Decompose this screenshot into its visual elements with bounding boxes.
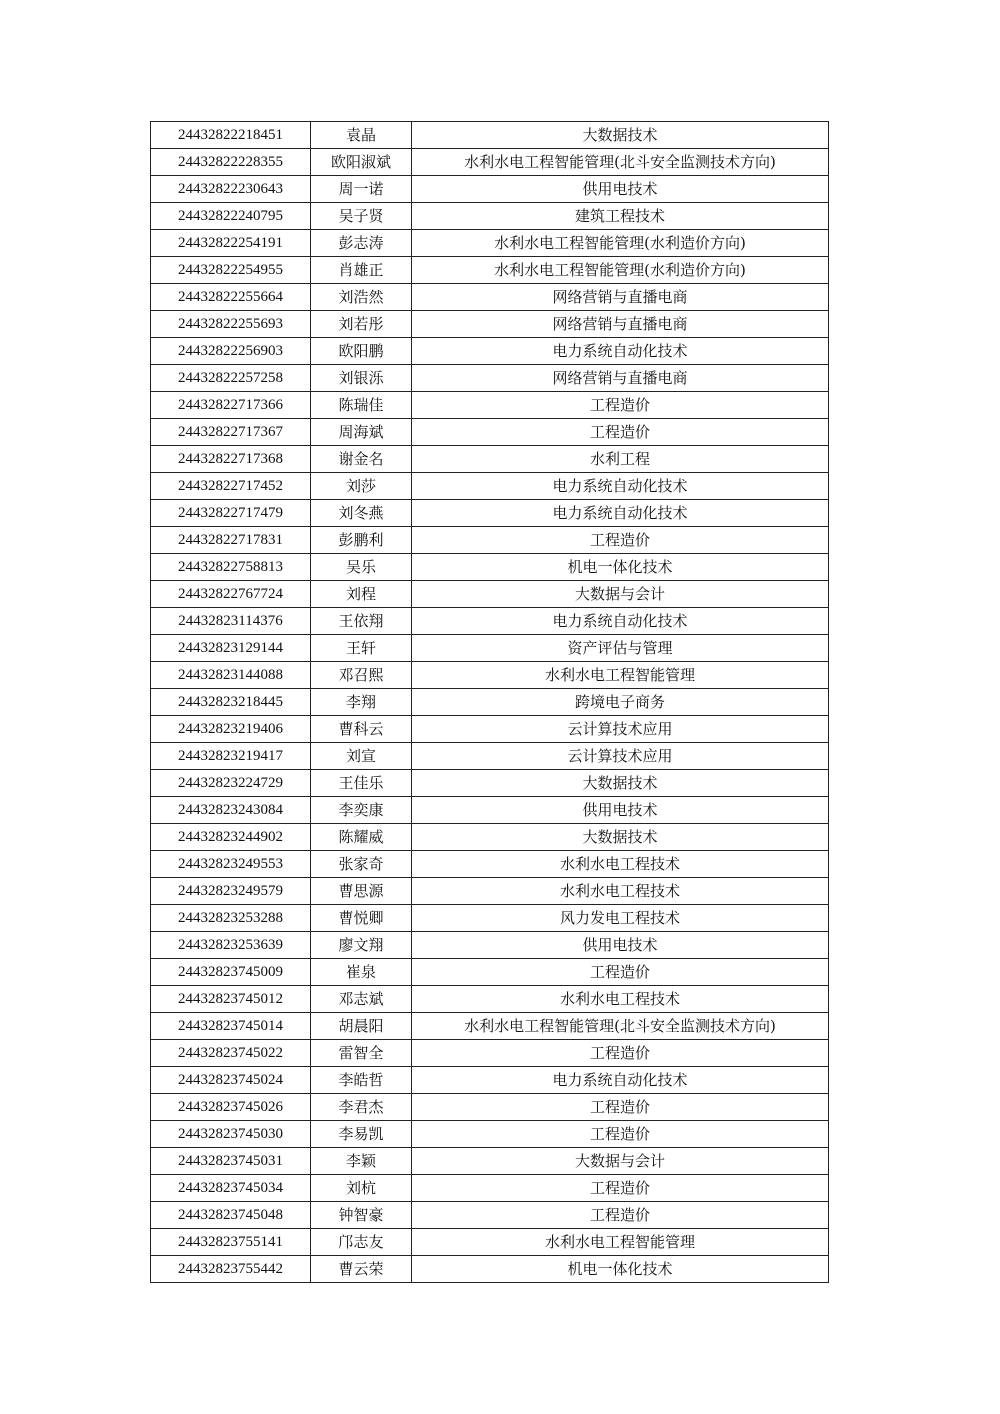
- table-row: [151, 1229, 829, 1256]
- student-name-cell: 王轩: [311, 635, 412, 662]
- student-id-cell: 24432823218445: [151, 689, 311, 716]
- roster-sheet: [150, 121, 828, 1283]
- table-row: [151, 770, 829, 797]
- student-id-cell: 24432823745014: [151, 1013, 311, 1040]
- student-name-cell: 李翔: [311, 689, 412, 716]
- major-cell: 水利工程: [412, 446, 829, 473]
- student-id-cell: 24432823745024: [151, 1067, 311, 1094]
- major-cell: 水利水电工程智能管理(北斗安全监测技术方向): [412, 149, 829, 176]
- student-name-cell: 张家奇: [311, 851, 412, 878]
- major-cell: 水利水电工程智能管理(水利造价方向): [412, 230, 829, 257]
- student-id-cell: 24432823129144: [151, 635, 311, 662]
- major-cell: 电力系统自动化技术: [412, 473, 829, 500]
- student-name-cell: 邝志友: [311, 1229, 412, 1256]
- table-row: [151, 122, 829, 149]
- student-id-cell: 24432823755141: [151, 1229, 311, 1256]
- student-name-cell: 陈瑞佳: [311, 392, 412, 419]
- student-name-cell: 胡晨阳: [311, 1013, 412, 1040]
- table-row: [151, 1013, 829, 1040]
- major-cell: 工程造价: [412, 527, 829, 554]
- table-row: [151, 608, 829, 635]
- student-id-cell: 24432823745034: [151, 1175, 311, 1202]
- student-id-cell: 24432822228355: [151, 149, 311, 176]
- major-cell: 机电一体化技术: [412, 1256, 829, 1283]
- table-row: [151, 635, 829, 662]
- table-row: [151, 1148, 829, 1175]
- student-name-cell: 刘银泺: [311, 365, 412, 392]
- major-cell: 网络营销与直播电商: [412, 311, 829, 338]
- student-name-cell: 吴乐: [311, 554, 412, 581]
- student-id-cell: 24432822255664: [151, 284, 311, 311]
- student-id-cell: 24432822717368: [151, 446, 311, 473]
- table-row: [151, 581, 829, 608]
- major-cell: 风力发电工程技术: [412, 905, 829, 932]
- major-cell: 供用电技术: [412, 176, 829, 203]
- student-id-cell: 24432823244902: [151, 824, 311, 851]
- student-id-cell: 24432822254955: [151, 257, 311, 284]
- student-name-cell: 肖雄正: [311, 257, 412, 284]
- student-id-cell: 24432823745031: [151, 1148, 311, 1175]
- student-name-cell: 曹思源: [311, 878, 412, 905]
- student-id-cell: 24432823224729: [151, 770, 311, 797]
- student-id-cell: 24432822717831: [151, 527, 311, 554]
- student-id-cell: 24432823745048: [151, 1202, 311, 1229]
- major-cell: 水利水电工程技术: [412, 986, 829, 1013]
- student-name-cell: 廖文翔: [311, 932, 412, 959]
- student-name-cell: 袁晶: [311, 122, 412, 149]
- student-id-cell: 24432823219406: [151, 716, 311, 743]
- student-name-cell: 曹云荣: [311, 1256, 412, 1283]
- major-cell: 大数据与会计: [412, 1148, 829, 1175]
- major-cell: 机电一体化技术: [412, 554, 829, 581]
- student-name-cell: 李皓哲: [311, 1067, 412, 1094]
- student-id-cell: 24432823253639: [151, 932, 311, 959]
- major-cell: 电力系统自动化技术: [412, 338, 829, 365]
- table-row: [151, 797, 829, 824]
- table-row: [151, 1202, 829, 1229]
- major-cell: 大数据技术: [412, 122, 829, 149]
- major-cell: 供用电技术: [412, 932, 829, 959]
- table-row: [151, 824, 829, 851]
- table-row: [151, 662, 829, 689]
- major-cell: 工程造价: [412, 1121, 829, 1148]
- major-cell: 工程造价: [412, 419, 829, 446]
- table-row: [151, 905, 829, 932]
- student-id-cell: 24432822758813: [151, 554, 311, 581]
- table-row: [151, 689, 829, 716]
- table-row: [151, 1256, 829, 1283]
- table-row: [151, 1067, 829, 1094]
- student-id-cell: 24432823745030: [151, 1121, 311, 1148]
- table-row: [151, 149, 829, 176]
- student-name-cell: 刘宣: [311, 743, 412, 770]
- student-id-cell: 24432823745012: [151, 986, 311, 1013]
- table-row: [151, 284, 829, 311]
- table-row: [151, 230, 829, 257]
- table-row: [151, 878, 829, 905]
- student-name-cell: 曹科云: [311, 716, 412, 743]
- student-id-cell: 24432822254191: [151, 230, 311, 257]
- table-row: [151, 959, 829, 986]
- student-id-cell: 24432823114376: [151, 608, 311, 635]
- table-row: [151, 1094, 829, 1121]
- table-row: [151, 176, 829, 203]
- major-cell: 网络营销与直播电商: [412, 284, 829, 311]
- table-row: [151, 986, 829, 1013]
- student-name-cell: 彭鹏利: [311, 527, 412, 554]
- student-id-cell: 24432823745026: [151, 1094, 311, 1121]
- major-cell: 工程造价: [412, 959, 829, 986]
- student-id-cell: 24432822257258: [151, 365, 311, 392]
- student-id-cell: 24432822717479: [151, 500, 311, 527]
- student-id-cell: 24432823249579: [151, 878, 311, 905]
- student-name-cell: 李颖: [311, 1148, 412, 1175]
- table-row: [151, 1040, 829, 1067]
- roster-body: [151, 122, 829, 1283]
- major-cell: 水利水电工程技术: [412, 878, 829, 905]
- student-name-cell: 刘若彤: [311, 311, 412, 338]
- table-row: [151, 1121, 829, 1148]
- table-row: [151, 527, 829, 554]
- student-name-cell: 刘杭: [311, 1175, 412, 1202]
- student-id-cell: 24432822767724: [151, 581, 311, 608]
- major-cell: 资产评估与管理: [412, 635, 829, 662]
- table-row: [151, 554, 829, 581]
- table-row: [151, 419, 829, 446]
- student-id-cell: 24432823745009: [151, 959, 311, 986]
- student-name-cell: 曹悦卿: [311, 905, 412, 932]
- student-name-cell: 崔泉: [311, 959, 412, 986]
- table-row: [151, 851, 829, 878]
- table-row: [151, 392, 829, 419]
- student-name-cell: 王依翔: [311, 608, 412, 635]
- major-cell: 工程造价: [412, 1094, 829, 1121]
- student-id-cell: 24432822717452: [151, 473, 311, 500]
- table-row: [151, 932, 829, 959]
- table-row: [151, 500, 829, 527]
- student-id-cell: 24432823249553: [151, 851, 311, 878]
- table-row: [151, 473, 829, 500]
- table-row: [151, 311, 829, 338]
- major-cell: 建筑工程技术: [412, 203, 829, 230]
- student-id-cell: 24432822240795: [151, 203, 311, 230]
- student-name-cell: 邓志斌: [311, 986, 412, 1013]
- major-cell: 云计算技术应用: [412, 716, 829, 743]
- table-row: [151, 716, 829, 743]
- student-name-cell: 李君杰: [311, 1094, 412, 1121]
- student-name-cell: 王佳乐: [311, 770, 412, 797]
- student-id-cell: 24432822717367: [151, 419, 311, 446]
- student-id-cell: 24432822255693: [151, 311, 311, 338]
- major-cell: 电力系统自动化技术: [412, 608, 829, 635]
- table-row: [151, 365, 829, 392]
- student-id-cell: 24432823253288: [151, 905, 311, 932]
- student-name-cell: 刘冬燕: [311, 500, 412, 527]
- major-cell: 水利水电工程技术: [412, 851, 829, 878]
- major-cell: 大数据技术: [412, 770, 829, 797]
- major-cell: 工程造价: [412, 1040, 829, 1067]
- major-cell: 工程造价: [412, 392, 829, 419]
- student-id-cell: 24432823144088: [151, 662, 311, 689]
- major-cell: 跨境电子商务: [412, 689, 829, 716]
- student-name-cell: 钟智豪: [311, 1202, 412, 1229]
- student-name-cell: 陈耀威: [311, 824, 412, 851]
- student-name-cell: 彭志涛: [311, 230, 412, 257]
- student-name-cell: 邓召熙: [311, 662, 412, 689]
- major-cell: 水利水电工程智能管理(水利造价方向): [412, 257, 829, 284]
- table-row: [151, 1175, 829, 1202]
- student-name-cell: 欧阳鹏: [311, 338, 412, 365]
- major-cell: 水利水电工程智能管理: [412, 662, 829, 689]
- table-row: [151, 743, 829, 770]
- table-row: [151, 257, 829, 284]
- student-id-cell: 24432822218451: [151, 122, 311, 149]
- student-name-cell: 吴子贤: [311, 203, 412, 230]
- student-name-cell: 周海斌: [311, 419, 412, 446]
- major-cell: 电力系统自动化技术: [412, 1067, 829, 1094]
- student-name-cell: 周一诺: [311, 176, 412, 203]
- major-cell: 网络营销与直播电商: [412, 365, 829, 392]
- major-cell: 云计算技术应用: [412, 743, 829, 770]
- student-id-cell: 24432823219417: [151, 743, 311, 770]
- major-cell: 供用电技术: [412, 797, 829, 824]
- table-row: [151, 446, 829, 473]
- table-row: [151, 203, 829, 230]
- student-id-cell: 24432822256903: [151, 338, 311, 365]
- major-cell: 水利水电工程智能管理(北斗安全监测技术方向): [412, 1013, 829, 1040]
- major-cell: 工程造价: [412, 1202, 829, 1229]
- student-name-cell: 雷智全: [311, 1040, 412, 1067]
- student-name-cell: 刘程: [311, 581, 412, 608]
- student-name-cell: 刘莎: [311, 473, 412, 500]
- major-cell: 电力系统自动化技术: [412, 500, 829, 527]
- student-id-cell: 24432823243084: [151, 797, 311, 824]
- student-roster-table: [150, 121, 829, 1283]
- major-cell: 工程造价: [412, 1175, 829, 1202]
- student-name-cell: 李奕康: [311, 797, 412, 824]
- student-id-cell: 24432822230643: [151, 176, 311, 203]
- table-row: [151, 338, 829, 365]
- major-cell: 大数据技术: [412, 824, 829, 851]
- student-id-cell: 24432822717366: [151, 392, 311, 419]
- major-cell: 水利水电工程智能管理: [412, 1229, 829, 1256]
- student-name-cell: 欧阳淑斌: [311, 149, 412, 176]
- student-name-cell: 谢金名: [311, 446, 412, 473]
- student-name-cell: 刘浩然: [311, 284, 412, 311]
- major-cell: 大数据与会计: [412, 581, 829, 608]
- student-id-cell: 24432823745022: [151, 1040, 311, 1067]
- student-id-cell: 24432823755442: [151, 1256, 311, 1283]
- student-name-cell: 李易凯: [311, 1121, 412, 1148]
